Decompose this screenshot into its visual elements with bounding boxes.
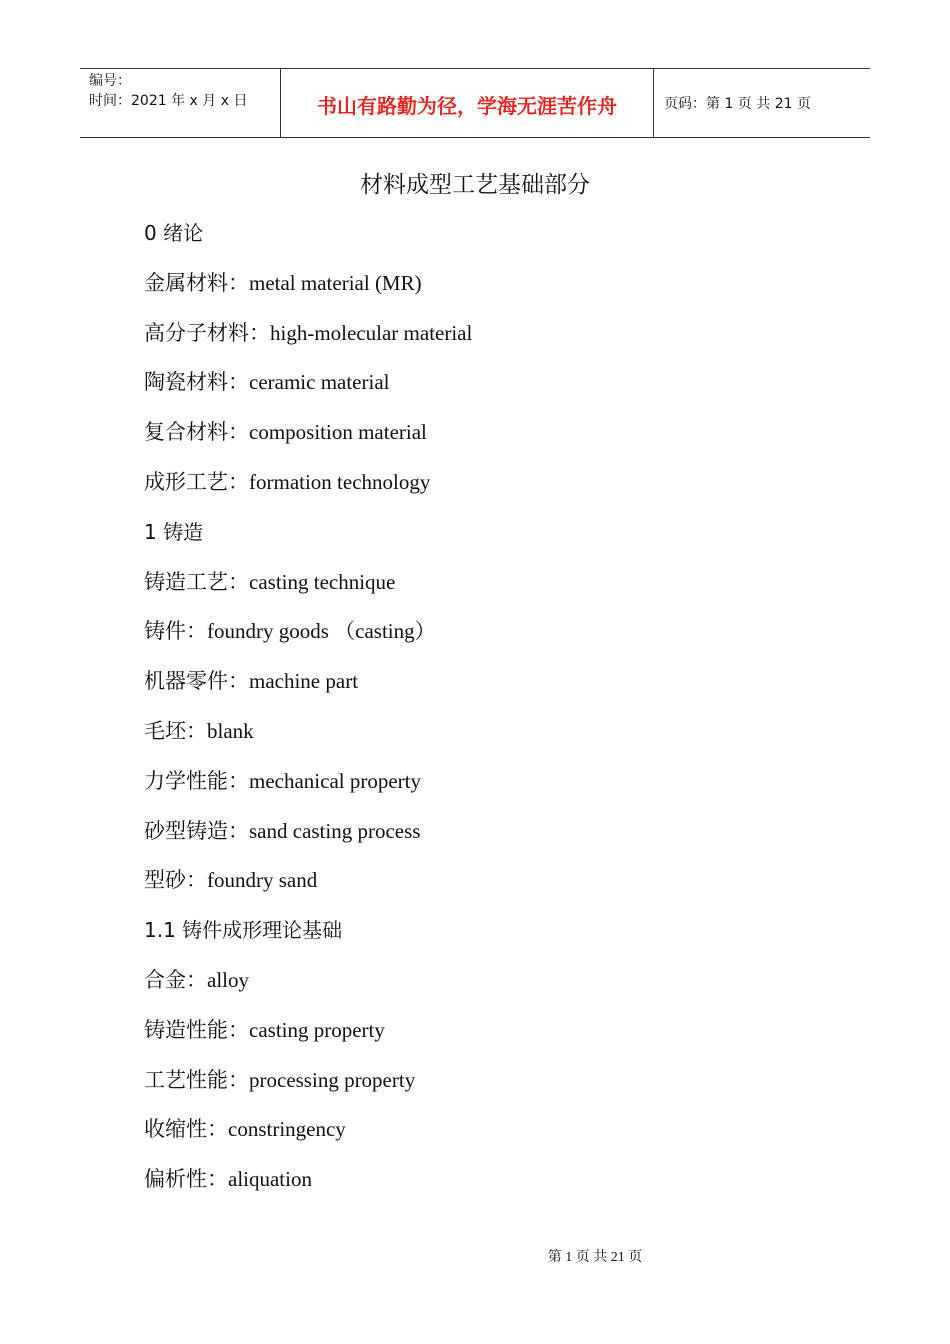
section-heading: 1.1 铸件成形理论基础: [144, 918, 343, 943]
glossary-entry: 铸造工艺：casting technique: [144, 569, 396, 594]
page-header: [80, 68, 870, 138]
glossary-entry: 机器零件：machine part: [144, 669, 359, 694]
page-footer: 第 1 页 共 21 页: [547, 1250, 643, 1265]
glossary-entry: 成形工艺：formation technology: [144, 469, 431, 494]
glossary-entry: 收缩性：constringency: [144, 1117, 346, 1142]
glossary-list: [144, 216, 472, 1212]
glossary-entry: 金属材料：metal material (MR): [144, 270, 422, 295]
glossary-entry: 毛坯：blank: [144, 718, 254, 743]
glossary-entry: 工艺性能：processing property: [144, 1067, 416, 1092]
header-meta: [80, 69, 281, 137]
glossary-entry: 铸造性能：casting property: [144, 1017, 385, 1042]
document-title: 材料成型工艺基础部分: [360, 172, 590, 198]
glossary-entry: 陶瓷材料：ceramic material: [144, 370, 390, 395]
glossary-entry: 高分子材料：high-molecular material: [144, 320, 473, 345]
glossary-entry: 力学性能：mechanical property: [144, 768, 421, 793]
section-heading: 0 绪论: [144, 221, 204, 245]
document-date: 时间：2021 年 x 月 x 日: [89, 93, 248, 109]
document-number-label: 编号：: [89, 73, 131, 89]
glossary-entry: 复合材料：composition material: [144, 420, 427, 445]
glossary-entry: 砂型铸造：sand casting process: [144, 818, 421, 843]
glossary-entry: 偏析性：aliquation: [144, 1167, 312, 1192]
section-heading: 1 铸造: [144, 519, 204, 544]
glossary-entry: 铸件：foundry goods （casting）: [144, 619, 436, 644]
glossary-entry: 合金：alloy: [144, 967, 249, 992]
header-motto: 书山有路勤为径，学海无涯苦作舟: [281, 69, 654, 137]
header-page-info: 页码：第 1 页 共 21 页: [664, 96, 811, 112]
glossary-entry: 型砂：foundry sand: [144, 868, 318, 893]
